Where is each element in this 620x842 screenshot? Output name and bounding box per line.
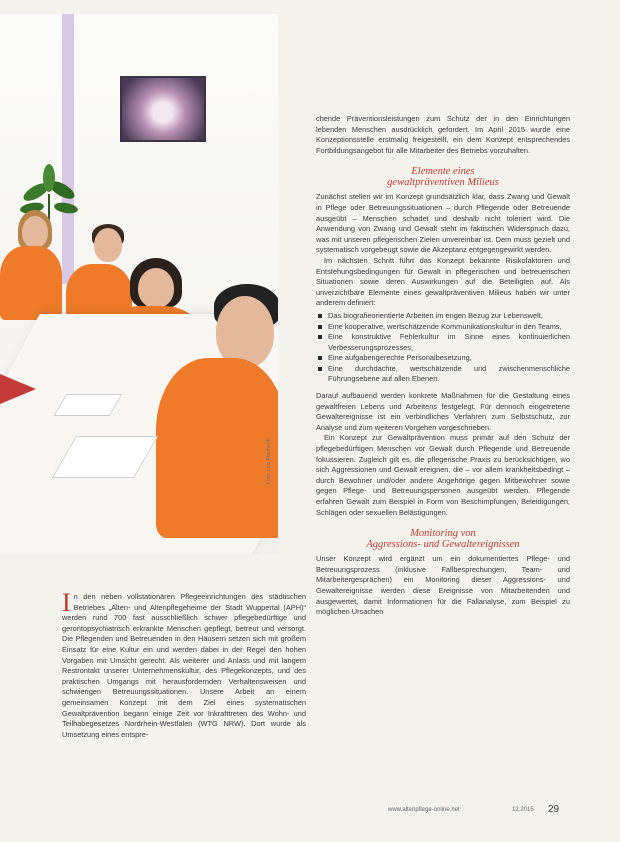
footer-url: www.altenpflege-online.net — [388, 807, 460, 813]
footer-issue: 12.2015 — [512, 807, 534, 813]
photo-credit: Foto: Lutz Eberhardt — [266, 438, 272, 484]
list-item: Eine durchdachte, wertschätzende und zwischenmenschliche Führungsebene auf allen Ebenen. — [316, 364, 570, 385]
team-photo — [0, 14, 278, 554]
drop-cap: I — [62, 588, 71, 617]
paragraph: n den neben vollstationären Pflegeeinrichtungen des städtischen Betriebes „Alten- und Altenpflegeheime der Stadt Wuppertal (APH)“ werden rund 700 fast ausschließlich schwer pflegebedürftige und gerontopsychiatrisch erkrankte Menschen gepflegt, betreut und versorgt. Die Pflegenden und Betreuenden in den Häusern setzen sich mit großem Einsatz für eine Kultur ein und werden dabei in der Regel den hohen Vorgaben mit Umsicht gerecht. Als weiterer und Anlass und mit langem Restrontakt unserer Unternehmenskultur, des Pflegekonzepts, und des praktischen Umgangs mit herausfordernden Verhaltensweisen und schwierigen Betreuungssituationen. Unsere Arbeit an einem gemeinsamen Konzept mit dem Ziel eines systematischen Gewaltprävention begann einige Zeit vor Inkrafttreten des Wohn- und Teilhabegesetzes Nordrhein-Westfalen (WTG NRW). Dort wurde als Umsetzung eines entspre- — [62, 592, 306, 739]
section-heading: Monitoring von Aggressions- und Gewaltereignissen — [366, 528, 520, 551]
section-heading: Elemente eines gewaltpräventiven Milieus — [387, 166, 499, 189]
paragraph: chende Präventionsleistungen zum Schutz der in den Einrichtungen lebenden Menschen ausdrücklich gefordert. Im April 2015 wurde eine Konzeptionsstelle erstmalig freigestellt, ein dem Konzept entsprechendes Fortbildungsangebot für alle Mitarbeiter des Betriebs vorzuhalten. — [316, 114, 570, 155]
page-number: 29 — [548, 804, 560, 815]
paragraph: Ein Konzept zur Gewaltprävention muss primär auf den Schutz der pflegebedürftigen Menschen vor Gewalt durch Pflegende und Betreuende fokussieren. Zugleich gilt es, die pflegerische Praxis zu berücksichtigen, wo sich Aggressionen und Gewalt ereignen, die – vor allem krankheitsbedingt – durch Bewohner und/oder andere Angehörige gegen Mitbewohner sowie gegen Pflege- und Betreuungspersonen ausgeübt werden. Pflegende erfahren Gewalt zum Beispiel in Form von Beschimpfungen, Beleidigungen, Schlägen oder sexuellen Belästigungen. — [316, 433, 570, 517]
list-item: Eine konstruktive Fehlerkultur im Sinne eines kontinuierlichen Verbesserungsprozesses, — [316, 332, 570, 353]
wall-painting — [120, 76, 206, 142]
left-text-column — [62, 588, 306, 740]
right-text-column — [316, 114, 570, 618]
list-item: Das biografieorientierte Arbeiten im engen Bezug zur Lebenswelt, — [316, 311, 570, 322]
wall-pillar — [62, 14, 74, 284]
bullet-list — [316, 311, 570, 385]
list-item: Eine aufgabengerechte Personalbesetzung, — [316, 353, 570, 364]
paragraph: Unser Konzept wird ergänzt um ein dokumentiertes Pflege- und Betreuungsprozess (inklusive Fallbesprechungen, Team- und Mitarbeitergesprächen) ein Monitoring dieser Aggressions- und Gewaltereignisse werden diese Ereignisse von Mitarbeitenden und ausgewertet, damit Informationen für die Fallanalyse, zum Beispiel zu möglichen Ursachen — [316, 554, 570, 617]
paragraph: Im nächsten Schritt führt das Konzept bekannte Risikofaktoren und Entstehungsbedingungen für Gewalt in pflegerischen und betreuerischen Situationen sowie deren Auswirkungen auf die Beteiligten auf. Als unverzichtbare Elemente eines gewaltpräventiven Milieus haben wir unter anderem definiert: — [316, 255, 570, 308]
paragraph: Zunächst stellen wir im Konzept grundsätzlich klar, dass Zwang und Gewalt in Pflege oder Betreuungssituationen – durch Pflegende oder Betreuende ausgeübt – Menschen schadet und deshalb nicht toleriert wird. Die Anwendung von Zwang und Gewalt steht im faktischen Widerspruch dazu, was mit unseren pflegerischen Zielen unvereinbar ist. Dem muss gezielt und systematisch vorgebeugt sowie die Akzeptanz entgegengewirkt werden. — [316, 192, 570, 255]
list-item: Eine kooperative, wertschätzende Kommunikationskultur in den Teams, — [316, 322, 570, 333]
paragraph: Darauf aufbauend werden konkrete Maßnahmen für die Gestaltung eines gewaltfreien Lebens und Arbeitens festgelegt. Für dennoch eingetretene Gewaltereignisse ist ein verbindliches Verfahren zum Selbstschutz, zur Analyse und zum weiteren Vorgehen vorgeschrieben. — [316, 391, 570, 432]
